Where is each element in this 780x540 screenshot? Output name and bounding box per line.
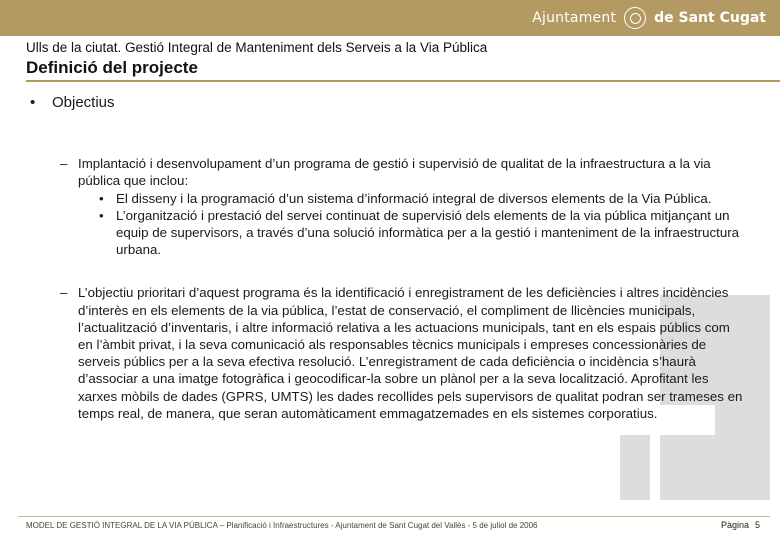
sublist-item — [78, 207, 745, 259]
page-label: Pàgina — [720, 520, 749, 530]
slide-content — [30, 92, 745, 422]
list-item-implantacio — [60, 155, 745, 258]
list-item-text: L’objectiu prioritari d’aquest programa és la identificació i enregistrament de les deficiències i altres incidències d’interès en els elements de la via pública, l’estat de conservació, el compliment de llicències municipals, l’actualització d’inventaris, i altre informació relativa a les actuacions municipals, tant en els espais públics com en l’àmbit privat, i la seva comunicació als responsables tècnics municipals i empreses concessionàries de serveis públics per a la seva efectiva resolució. L’enregistrament de cada deficiència o incidència s’haurà d’associar a una imatge fotogràfica i geocodificar-la sobre un plànol per a la seva localització. Aprofitant les xarxes mòbils de dades (GPRS, UMTS) les dades recollides pels supervisors de qualitat podran ser trameses en temps real, de manera, que seran automàticament emmagatzemades en els sistemes corporatius. — [78, 285, 743, 421]
footer-text: MODEL DE GESTIÓ INTEGRAL DE LA VIA PÚBLICA – Planificació i Infraestructures - Ajuntament de Sant Cugat del Vallès - 5 de juliol de 2006 — [26, 521, 538, 530]
slide-title: Definició del projecte — [26, 58, 198, 77]
bullet-label: Objectius — [52, 94, 115, 111]
slide-subtitle: Ulls de la ciutat. Gestió Integral de Manteniment dels Serveis a la Via Pública — [26, 40, 488, 55]
bullet-dot-icon: • — [99, 207, 104, 223]
sublist-item — [78, 190, 745, 207]
list-item-objectiu — [60, 284, 745, 422]
page-indicator — [715, 520, 760, 530]
sublist-item-text: El disseny i la programació d’un sistema d’informació integral de diversos elements de la Via Pública. — [116, 190, 712, 206]
list-item-text: Implantació i desenvolupament d’un programa de gestió i supervisió de qualitat de la infraestructura a la via pública que inclou: — [78, 156, 711, 189]
bullet-dot-icon: • — [30, 94, 36, 111]
sublist-item-text: L’organització i prestació del servei continuat de supervisió dels elements de la via pública mitjançant un equip de supervisors, a través d’una solució informàtica per a la gestió i manteniment de la infraestructura urbana. — [116, 207, 740, 258]
title-divider — [26, 80, 780, 82]
footer-divider — [18, 516, 770, 517]
page-number: 5 — [754, 520, 760, 530]
seal-icon — [624, 7, 646, 29]
header-bar — [0, 0, 780, 36]
dash-icon: – — [60, 156, 68, 172]
bullet-dot-icon: • — [99, 190, 104, 206]
logo-text-right: de Sant Cugat — [654, 10, 766, 26]
logo-text-left: Ajuntament — [532, 10, 617, 26]
dash-icon: – — [60, 285, 68, 301]
bullet-objectius — [30, 94, 745, 111]
ajuntament-logo — [532, 0, 766, 36]
